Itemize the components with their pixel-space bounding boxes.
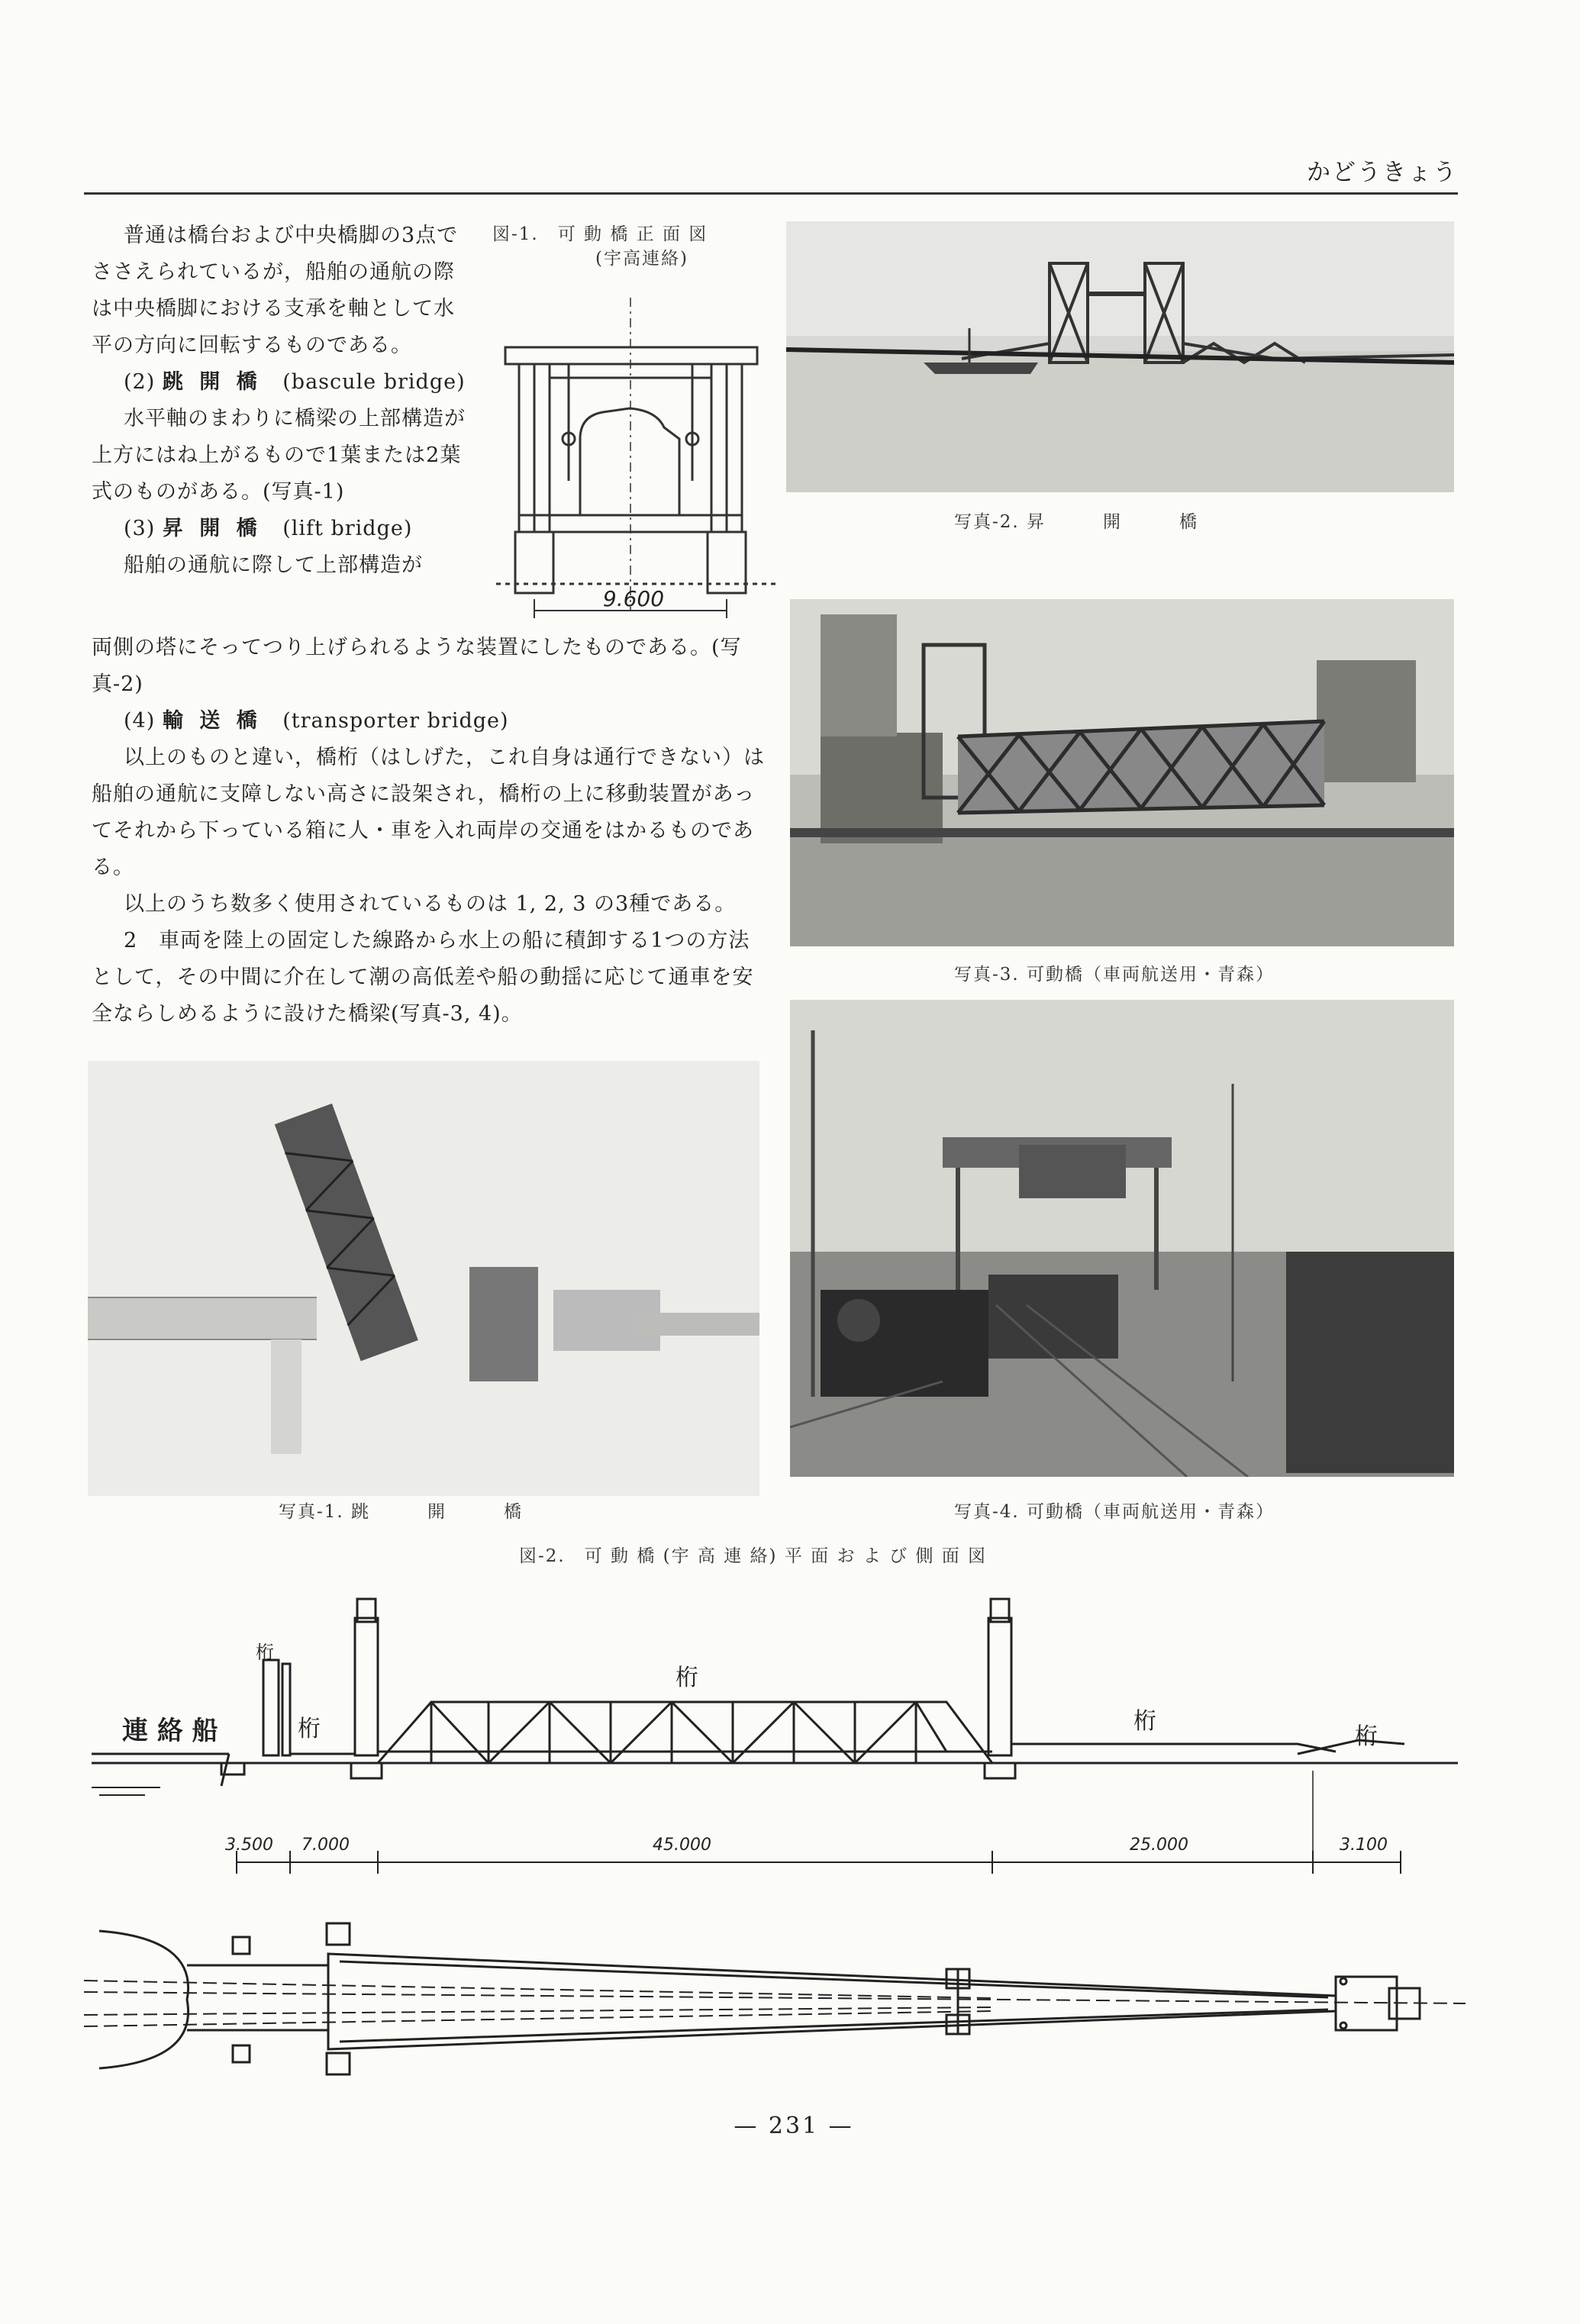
fig2-caption: 図-2. 可 動 橋 (宇 高 連 絡) 平 面 お よ び 側 面 図 bbox=[519, 1546, 988, 1566]
section-2-english: (bascule bridge) bbox=[282, 370, 466, 394]
fig1-caption: 図-1. 可 動 橋 正 面 図 bbox=[492, 224, 708, 244]
section-4-heading bbox=[92, 703, 771, 740]
fig2-side-elevation bbox=[92, 1587, 1458, 1885]
fig2-label-keta-1: 桁 bbox=[256, 1642, 274, 1663]
photo-4-movable-bridge-train bbox=[790, 1000, 1454, 1477]
section-2-heading bbox=[92, 364, 466, 401]
text-block-bottom bbox=[92, 630, 771, 1033]
fig2-label-ship: 連 絡 船 bbox=[122, 1716, 218, 1746]
header-rule bbox=[84, 192, 1458, 195]
paragraph-3b: 両側の塔にそってつり上げられるような装置にしたものである。(写真-2) bbox=[92, 636, 742, 696]
photo-2-lift-bridge bbox=[786, 221, 1454, 492]
fig1-front-elevation bbox=[496, 275, 779, 618]
paragraph-1: 普通は橋台および中央橋脚の3点でささえられているが，船舶の通航の際は中央橋脚における支承を軸として水平の方向に回転するものである。 bbox=[92, 224, 459, 357]
fig2-label-keta-2: 桁 bbox=[298, 1716, 321, 1742]
fig2-label-keta-3: 桁 bbox=[676, 1665, 698, 1691]
fig2-dim-1: 3.500 bbox=[225, 1836, 273, 1855]
fig2-dim-4: 25.000 bbox=[1130, 1836, 1188, 1855]
fig2-dim-5: 3.100 bbox=[1340, 1836, 1388, 1855]
fig1-dimension: 9.600 bbox=[602, 586, 665, 611]
fig2-dim-2: 7.000 bbox=[301, 1836, 350, 1855]
photo-3-movable-bridge bbox=[790, 599, 1454, 946]
paragraph-4: 以上のものと違い，橋桁（はしげた，これ自身は通行できない）は船舶の通航に支障しない高さに設架され，橋桁の上に移動装置があってそれから下っている箱に人・車を入れ両岸の交通をはかるものである。 bbox=[92, 746, 765, 879]
photo-3-caption: 写真-3. 可動橋（車両航送用・青森） bbox=[954, 965, 1275, 985]
header-title: かどうきょう bbox=[1307, 159, 1458, 186]
section-4-title: 輸 送 橋 bbox=[162, 709, 262, 733]
section-3-number: (3) bbox=[124, 517, 156, 540]
fig1-subcaption: (宇高連絡) bbox=[595, 249, 688, 269]
paragraph-2: 水平軸のまわりに橋梁の上部構造が上方にはね上がるもので1葉または2葉式のものがある。(写真-1) bbox=[92, 407, 466, 504]
fig2-label-keta-5: 桁 bbox=[1355, 1723, 1378, 1750]
photo-2-caption: 写真-2. 昇 開 橋 bbox=[954, 512, 1199, 532]
section-3-english: (lift bridge) bbox=[282, 517, 413, 540]
photo-1-bascule-bridge bbox=[88, 1061, 759, 1496]
fig2-plan-view bbox=[76, 1908, 1466, 2084]
section-2-title: 跳 開 橋 bbox=[162, 370, 262, 394]
photo-1-caption: 写真-1. 跳 開 橋 bbox=[279, 1502, 524, 1522]
fig2-label-keta-4: 桁 bbox=[1133, 1708, 1156, 1735]
section-3-heading bbox=[92, 511, 466, 547]
photo-4-caption: 写真-4. 可動橋（車両航送用・青森） bbox=[954, 1502, 1275, 1522]
page-number: — 231 — bbox=[734, 2113, 854, 2139]
paragraph-3a: 船舶の通航に際して上部構造が bbox=[124, 553, 423, 577]
paragraph-5: 以上のうち数多く使用されているものは 1, 2, 3 の3種である。 bbox=[124, 892, 737, 916]
section-3-title: 昇 開 橋 bbox=[162, 517, 262, 540]
text-block-top bbox=[92, 218, 466, 584]
section-4-number: (4) bbox=[124, 709, 156, 733]
section-2-number: (2) bbox=[124, 370, 156, 394]
fig2-dim-3: 45.000 bbox=[653, 1836, 711, 1855]
paragraph-6: 2 車両を陸上の固定した線路から水上の船に積卸する1つの方法として，その中間に介在して潮の高低差や船の動揺に応じて通車を安全ならしめるように設けた橋梁(写真-3, 4)。 bbox=[92, 929, 754, 1026]
section-4-english: (transporter bridge) bbox=[282, 709, 509, 733]
